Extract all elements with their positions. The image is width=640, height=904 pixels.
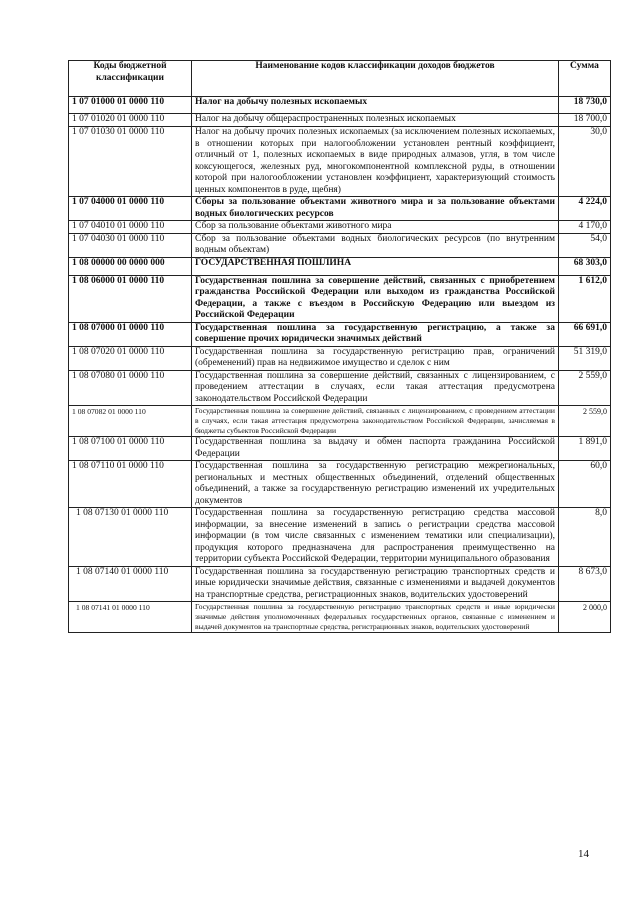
row-name: Государственная пошлина за государственную регистрацию межрегиональных, региональных и местных общественных объединений, отделений общественных объединений, а также за государственную регистрацию изменений их учредительных документов <box>192 461 559 508</box>
row-name: Государственная пошлина за выдачу и обмен паспорта гражданина Российской Федерации <box>192 437 559 461</box>
budget-revenue-table <box>68 60 611 633</box>
row-sum: 8 673,0 <box>559 566 611 602</box>
row-code: 1 07 01000 01 0000 110 <box>69 97 192 114</box>
row-code: 1 08 06000 01 0000 110 <box>69 275 192 322</box>
row-sum: 4 170,0 <box>559 221 611 234</box>
table-row <box>69 406 611 437</box>
row-code: 1 08 07130 01 0000 110 <box>69 508 192 567</box>
header-names: Наименование кодов классификации доходов бюджетов <box>192 61 559 97</box>
row-name: Сбор за пользование объектами животного мира <box>192 221 559 234</box>
row-name: ГОСУДАРСТВЕННАЯ ПОШЛИНА <box>192 257 559 275</box>
table-row <box>69 461 611 508</box>
row-sum: 2 559,0 <box>559 370 611 406</box>
row-code: 1 07 01030 01 0000 110 <box>69 127 192 197</box>
row-sum: 18 730,0 <box>559 97 611 114</box>
table-row <box>69 257 611 275</box>
row-sum: 18 700,0 <box>559 114 611 127</box>
row-name: Государственная пошлина за государственную регистрацию, а также за совершение прочих юридически значимых действий <box>192 322 559 346</box>
row-name: Сбор за пользование объектами водных биологических ресурсов (по внутренним водным объектам) <box>192 233 559 257</box>
table-row <box>69 437 611 461</box>
row-code: 1 08 07140 01 0000 110 <box>69 566 192 602</box>
table-row <box>69 275 611 322</box>
row-code: 1 08 07100 01 0000 110 <box>69 437 192 461</box>
row-sum: 2 559,0 <box>559 406 611 437</box>
row-sum: 2 000,0 <box>559 602 611 633</box>
table-row <box>69 346 611 370</box>
row-code: 1 08 07141 01 0000 110 <box>69 602 192 633</box>
row-name: Государственная пошлина за совершение действий, связанных с лицензированием, с проведением аттестации в случаях, если такая аттестация предусмотрена законодательством Российской Федерации <box>192 370 559 406</box>
row-name: Государственная пошлина за государственную регистрацию транспортных средств и иные юридически значимые действия, связанные с изменениями и выдачей документов на транспортные средства, регистрационных знаков, водительских удостоверений <box>192 566 559 602</box>
row-name: Государственная пошлина за совершение действий, связанных с лицензированием, с проведением аттестации в случаях, если такая аттестация предусмотрена законодательством Российской Федерации, зачисляемая в бюджеты субъектов Российской Федерации <box>192 406 559 437</box>
row-name: Государственная пошлина за государственную регистрацию транспортных средств и иные юридически значимые действия уполномоченных федеральных государственных органов, связанные с изменением и выдачей документов на транспортные средства, регистрационных знаков, водительских удостоверений <box>192 602 559 633</box>
row-name: Государственная пошлина за совершение действий, связанных с приобретением гражданства Российской Федерации или выходом из гражданства Российской Федерации, а также с въездом в Российскую Федерацию или выездом из Российской Федерации <box>192 275 559 322</box>
row-code: 1 08 07082 01 0000 110 <box>69 406 192 437</box>
table-row <box>69 197 611 221</box>
table-header-row <box>69 61 611 97</box>
row-sum: 68 303,0 <box>559 257 611 275</box>
table-row <box>69 322 611 346</box>
row-code: 1 08 07000 01 0000 110 <box>69 322 192 346</box>
header-sum: Сумма <box>559 61 611 97</box>
page-number: 14 <box>578 848 589 860</box>
row-sum: 8,0 <box>559 508 611 567</box>
table-row <box>69 114 611 127</box>
row-name: Налог на добычу общераспространенных полезных ископаемых <box>192 114 559 127</box>
row-code: 1 08 07110 01 0000 110 <box>69 461 192 508</box>
row-code: 1 07 04010 01 0000 110 <box>69 221 192 234</box>
table-row <box>69 370 611 406</box>
table-row <box>69 508 611 567</box>
row-code: 1 08 00000 00 0000 000 <box>69 257 192 275</box>
table-row <box>69 221 611 234</box>
table-row <box>69 233 611 257</box>
row-code: 1 08 07020 01 0000 110 <box>69 346 192 370</box>
row-sum: 4 224,0 <box>559 197 611 221</box>
row-sum: 1 891,0 <box>559 437 611 461</box>
header-codes: Коды бюджетной классификации <box>69 61 192 97</box>
row-code: 1 07 01020 01 0000 110 <box>69 114 192 127</box>
row-sum: 66 691,0 <box>559 322 611 346</box>
row-sum: 60,0 <box>559 461 611 508</box>
row-sum: 30,0 <box>559 127 611 197</box>
row-sum: 1 612,0 <box>559 275 611 322</box>
row-name: Налог на добычу полезных ископаемых <box>192 97 559 114</box>
row-code: 1 07 04030 01 0000 110 <box>69 233 192 257</box>
table-row <box>69 97 611 114</box>
row-sum: 51 319,0 <box>559 346 611 370</box>
row-name: Налог на добычу прочих полезных ископаемых (за исключением полезных ископаемых, в отношении которых при налогообложении установлен рентный коэффициент, отличный от 1, полезных ископаемых в виде природных алмазов, угля, в том числе коксующегося, железных руд, многокомпонентной комплексной руды, в отношении которой при налогообложении установлен коэффициент, характеризующий стоимость ценных компонентов в руде, щебня) <box>192 127 559 197</box>
row-code: 1 08 07080 01 0000 110 <box>69 370 192 406</box>
row-name: Государственная пошлина за государственную регистрацию прав, ограничений (обременений) прав на недвижимое имущество и сделок с ним <box>192 346 559 370</box>
row-name: Государственная пошлина за государственную регистрацию средства массовой информации, за внесение изменений в запись о регистрации средства массовой информации (в том числе связанных с изменением тематики или специализации), продукция которого предназначена для распространения преимущественно на территории субъекта Российской Федерации, территории муниципального образования <box>192 508 559 567</box>
row-sum: 54,0 <box>559 233 611 257</box>
row-name: Сборы за пользование объектами животного мира и за пользование объектами водных биологических ресурсов <box>192 197 559 221</box>
row-code: 1 07 04000 01 0000 110 <box>69 197 192 221</box>
table-row <box>69 566 611 602</box>
table-row <box>69 602 611 633</box>
table-row <box>69 127 611 197</box>
